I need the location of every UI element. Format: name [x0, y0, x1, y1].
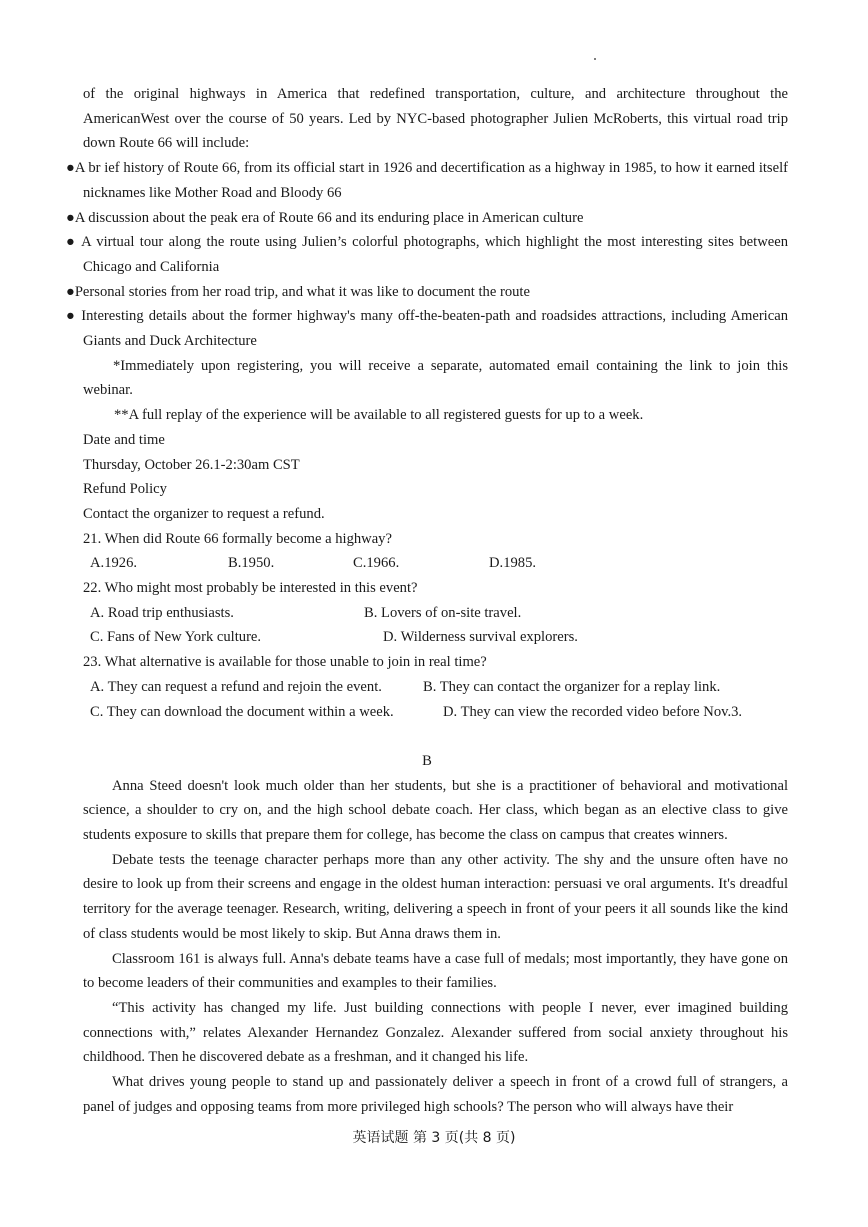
q21-option-a: A.1926. — [90, 555, 138, 572]
refund-heading: Refund Policy — [83, 481, 167, 498]
bullet-item: ●Personal stories from her road trip, and what it was like to document the route — [66, 283, 530, 300]
refund-text: Contact the organizer to request a refund. — [83, 505, 325, 522]
q22-options-row1 — [66, 601, 788, 626]
q22-option-b: B. Lovers of on-site travel. — [364, 604, 522, 621]
registration-note: *Immediately upon registering, you will receive a separate, automated email containing the link to join this webinar. — [83, 357, 788, 399]
passage-paragraph: What drives young people to stand up and passionately deliver a speech in front of a crowd full of strangers, a panel of judges and opposing teams from more privileged high schools? The person who will always have their — [83, 1074, 788, 1115]
passage-paragraph: Classroom 161 is always full. Anna's debate teams have a case full of medals; most importantly, they have gone on to become leaders of their communities and examples to their families. — [83, 950, 788, 992]
passage-paragraph: “This activity has changed my life. Just building connections with people I never, ever imagined building connections with,” relates Alexander Hernandez Gonzalez. Alexander suffered from social anxiety throughout his childhood. Then he discovered debate as a freshman, and it changed his life. — [83, 999, 788, 1066]
q23-option-d: D. They can view the recorded video before Nov.3. — [443, 703, 743, 720]
passage-paragraph: Debate tests the teenage character perhaps more than any other activity. The shy and the unsure often have no desire to look up from their screens and engage in the oldest human interaction: persuasi ve oral arguments. It's dreadful territory for the average teenager. Research, writing, delivering a speech in front of your peers it all sounds like the kind of class students would be most likely to skip. But Anna draws them in. — [83, 851, 788, 942]
q21-options — [66, 551, 788, 576]
bullet-item: ●A discussion about the peak era of Route 66 and its enduring place in American culture — [66, 209, 584, 226]
q23-option-c: C. They can download the document within a week. — [90, 703, 394, 720]
bullet-item: ● A virtual tour along the route using Julien’s colorful photographs, which highlight the most interesting sites between Chicago and California — [66, 234, 788, 275]
question-22: 22. Who might most probably be interested in this event? — [83, 580, 418, 597]
bullet-item: ● Interesting details about the former highway's many off-the-beaten-path and roadsides attractions, including American Giants and Duck Architecture — [66, 308, 788, 350]
q21-option-c: C.1966. — [353, 555, 400, 572]
question-23: 23. What alternative is available for those unable to join in real time? — [83, 654, 487, 671]
date-value: Thursday, October 26.1-2:30am CST — [83, 456, 300, 473]
page-footer: 英语试题 第 3 页(共 8 页) — [352, 1130, 516, 1146]
q22-options-row2 — [66, 625, 788, 650]
page-content — [66, 82, 788, 1119]
date-heading: Date and time — [83, 431, 165, 448]
q23-option-b: B. They can contact the organizer for a replay link. — [423, 678, 721, 695]
passage-paragraph: Anna Steed doesn't look much older than her students, but she is a practitioner of behavioral and motivational science, a shoulder to cry on, and the high school debate coach. Her class, which began as an elective class to give students exposure to skills that prepare them for college, has become the class on campus that creates winners. — [83, 777, 788, 843]
q23-options-row1 — [66, 675, 788, 700]
q22-option-c: C. Fans of New York culture. — [90, 629, 262, 646]
q23-option-a: A. They can request a refund and rejoin the event. — [90, 678, 382, 695]
q22-option-d: D. Wilderness survival explorers. — [383, 629, 578, 646]
q22-option-a: A. Road trip enthusiasts. — [90, 604, 234, 621]
section-heading-b: B — [422, 752, 432, 769]
q21-option-b: B.1950. — [228, 555, 275, 572]
intro-paragraph: of the original highways in America that redefined transportation, culture, and architecture throughout the AmericanWest over the course of 50 years. Led by NYC-based photographer Julien McRoberts, this virtual road trip down Route 66 will include: — [83, 86, 788, 152]
question-21: 21. When did Route 66 formally become a highway? — [83, 530, 392, 547]
replay-note: **A full replay of the experience will be available to all registered guests for up to a week. — [114, 407, 644, 424]
q23-options-row2 — [66, 700, 788, 725]
q21-option-d: D.1985. — [489, 555, 537, 572]
scan-speck — [594, 58, 596, 60]
bullet-item: ●A br ief history of Route 66, from its official start in 1926 and decertification as a highway in 1985, to how it earned itself nicknames like Mother Road and Bloody 66 — [66, 160, 788, 201]
